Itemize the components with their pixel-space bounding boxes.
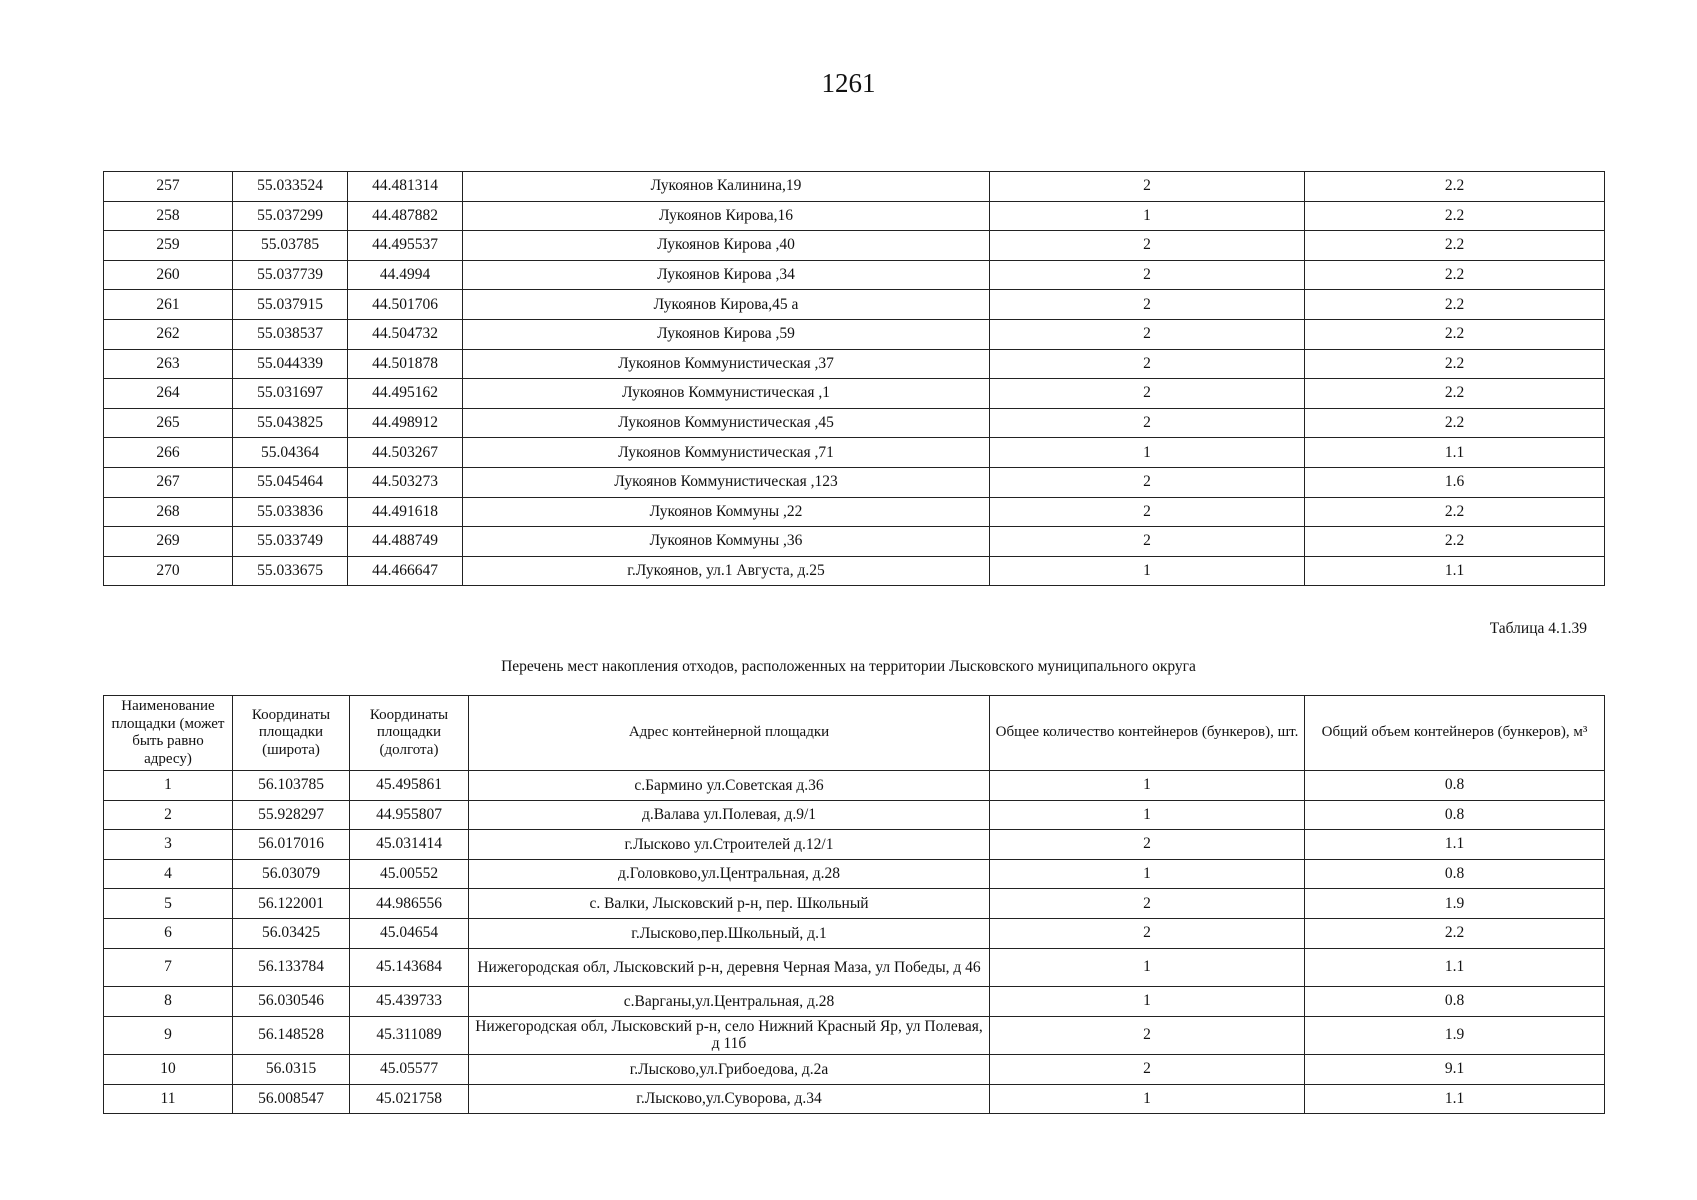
cell-latitude: 55.044339 <box>233 349 348 379</box>
cell-latitude: 56.0315 <box>233 1055 350 1085</box>
table-row <box>104 987 1605 1017</box>
page-number: 1261 <box>821 68 876 98</box>
cell-container-count: 2 <box>990 497 1305 527</box>
cell-site-number: 7 <box>104 948 233 987</box>
table-row <box>104 771 1605 801</box>
cell-container-volume: 2.2 <box>1305 319 1605 349</box>
cell-container-volume: 2.2 <box>1305 918 1605 948</box>
cell-latitude: 56.03079 <box>233 859 350 889</box>
table-caption: Перечень мест накопления отходов, расположенных на территории Лысковского муниципального округа <box>501 658 1196 675</box>
table-row <box>104 290 1605 320</box>
cell-container-count: 2 <box>990 408 1305 438</box>
cell-longitude: 44.495537 <box>348 231 463 261</box>
table-row <box>104 1016 1605 1055</box>
cell-latitude: 56.017016 <box>233 830 350 860</box>
cell-latitude: 56.103785 <box>233 771 350 801</box>
header-container-count: Общее количество контейнеров (бункеров), шт. <box>990 696 1305 771</box>
header-latitude: Координаты площадки (широта) <box>233 696 350 771</box>
cell-latitude: 55.04364 <box>233 438 348 468</box>
cell-address: Лукоянов Коммуны ,22 <box>463 497 990 527</box>
cell-longitude: 45.00552 <box>350 859 469 889</box>
cell-container-count: 2 <box>990 172 1305 202</box>
cell-container-count: 1 <box>990 201 1305 231</box>
cell-longitude: 44.501706 <box>348 290 463 320</box>
table-row <box>104 349 1605 379</box>
cell-address: Нижегородская обл, Лысковский р-н, деревня Черная Маза, ул Победы, д 46 <box>469 948 990 987</box>
table-row <box>104 497 1605 527</box>
table-row <box>104 918 1605 948</box>
table-row <box>104 556 1605 586</box>
cell-address: Лукоянов Коммуны ,36 <box>463 527 990 557</box>
cell-address: г.Лукоянов, ул.1 Августа, д.25 <box>463 556 990 586</box>
cell-site-number: 10 <box>104 1055 233 1085</box>
cell-latitude: 55.037739 <box>233 260 348 290</box>
cell-container-volume: 0.8 <box>1305 800 1605 830</box>
cell-longitude: 44.466647 <box>348 556 463 586</box>
cell-site-number: 260 <box>104 260 233 290</box>
cell-container-count: 2 <box>990 1055 1305 1085</box>
cell-address: Лукоянов Кирова ,59 <box>463 319 990 349</box>
cell-site-number: 262 <box>104 319 233 349</box>
cell-container-volume: 0.8 <box>1305 771 1605 801</box>
cell-site-number: 11 <box>104 1084 233 1114</box>
cell-latitude: 55.033675 <box>233 556 348 586</box>
cell-container-volume: 2.2 <box>1305 349 1605 379</box>
cell-site-number: 266 <box>104 438 233 468</box>
cell-latitude: 56.008547 <box>233 1084 350 1114</box>
cell-container-volume: 0.8 <box>1305 987 1605 1017</box>
table-row <box>104 1055 1605 1085</box>
cell-longitude: 44.504732 <box>348 319 463 349</box>
cell-address: Нижегородская обл, Лысковский р-н, село Нижний Красный Яр, ул Полевая, д 11б <box>469 1016 990 1055</box>
cell-container-count: 2 <box>990 290 1305 320</box>
cell-container-volume: 1.6 <box>1305 467 1605 497</box>
cell-container-count: 2 <box>990 379 1305 409</box>
cell-container-volume: 1.9 <box>1305 889 1605 919</box>
table-row <box>104 467 1605 497</box>
cell-address: с.Бармино ул.Советская д.36 <box>469 771 990 801</box>
table-row <box>104 800 1605 830</box>
cell-container-volume: 2.2 <box>1305 290 1605 320</box>
cell-container-volume: 1.1 <box>1305 1084 1605 1114</box>
cell-container-volume: 2.2 <box>1305 260 1605 290</box>
cell-site-number: 258 <box>104 201 233 231</box>
cell-container-volume: 2.2 <box>1305 527 1605 557</box>
cell-latitude: 55.033749 <box>233 527 348 557</box>
cell-site-number: 267 <box>104 467 233 497</box>
cell-container-count: 2 <box>990 889 1305 919</box>
cell-longitude: 44.491618 <box>348 497 463 527</box>
cell-longitude: 45.05577 <box>350 1055 469 1085</box>
cell-site-number: 270 <box>104 556 233 586</box>
cell-address: г.Лысково,пер.Школьный, д.1 <box>469 918 990 948</box>
cell-address: Лукоянов Калинина,19 <box>463 172 990 202</box>
cell-longitude: 45.143684 <box>350 948 469 987</box>
table-row <box>104 172 1605 202</box>
cell-latitude: 56.148528 <box>233 1016 350 1055</box>
cell-container-volume: 1.1 <box>1305 438 1605 468</box>
cell-site-number: 268 <box>104 497 233 527</box>
cell-latitude: 56.133784 <box>233 948 350 987</box>
header-container-volume: Общий объем контейнеров (бункеров), м³ <box>1305 696 1605 771</box>
cell-longitude: 44.487882 <box>348 201 463 231</box>
cell-container-count: 1 <box>990 771 1305 801</box>
cell-latitude: 55.033836 <box>233 497 348 527</box>
cell-latitude: 55.03785 <box>233 231 348 261</box>
cell-site-number: 1 <box>104 771 233 801</box>
table-row <box>104 438 1605 468</box>
table-header-row <box>104 696 1605 771</box>
cell-container-count: 2 <box>990 349 1305 379</box>
cell-site-number: 6 <box>104 918 233 948</box>
cell-latitude: 55.038537 <box>233 319 348 349</box>
table-row <box>104 201 1605 231</box>
cell-container-count: 2 <box>990 527 1305 557</box>
cell-container-count: 1 <box>990 438 1305 468</box>
table-row <box>104 231 1605 261</box>
table-row <box>104 379 1605 409</box>
cell-site-number: 259 <box>104 231 233 261</box>
cell-container-volume: 1.9 <box>1305 1016 1605 1055</box>
cell-longitude: 44.955807 <box>350 800 469 830</box>
cell-container-count: 2 <box>990 319 1305 349</box>
cell-latitude: 55.031697 <box>233 379 348 409</box>
cell-site-number: 4 <box>104 859 233 889</box>
cell-latitude: 55.033524 <box>233 172 348 202</box>
cell-container-volume: 2.2 <box>1305 497 1605 527</box>
cell-container-count: 2 <box>990 231 1305 261</box>
cell-container-count: 1 <box>990 948 1305 987</box>
cell-latitude: 56.122001 <box>233 889 350 919</box>
cell-container-count: 2 <box>990 1016 1305 1055</box>
cell-longitude: 44.986556 <box>350 889 469 919</box>
cell-site-number: 3 <box>104 830 233 860</box>
cell-longitude: 45.311089 <box>350 1016 469 1055</box>
cell-site-number: 269 <box>104 527 233 557</box>
cell-site-number: 257 <box>104 172 233 202</box>
table-row <box>104 408 1605 438</box>
cell-site-number: 263 <box>104 349 233 379</box>
cell-latitude: 55.037915 <box>233 290 348 320</box>
cell-address: Лукоянов Коммунистическая ,123 <box>463 467 990 497</box>
cell-latitude: 55.043825 <box>233 408 348 438</box>
cell-container-count: 1 <box>990 556 1305 586</box>
cell-latitude: 55.045464 <box>233 467 348 497</box>
cell-latitude: 56.030546 <box>233 987 350 1017</box>
cell-longitude: 44.498912 <box>348 408 463 438</box>
cell-container-volume: 2.2 <box>1305 379 1605 409</box>
cell-longitude: 45.04654 <box>350 918 469 948</box>
cell-address: д.Валава ул.Полевая, д.9/1 <box>469 800 990 830</box>
cell-container-count: 2 <box>990 467 1305 497</box>
table-row <box>104 859 1605 889</box>
cell-site-number: 2 <box>104 800 233 830</box>
table-row <box>104 260 1605 290</box>
cell-address: с.Варганы,ул.Центральная, д.28 <box>469 987 990 1017</box>
table-lukoyanov-continued <box>103 171 1605 586</box>
cell-container-volume: 0.8 <box>1305 859 1605 889</box>
table-row <box>104 319 1605 349</box>
cell-container-count: 1 <box>990 859 1305 889</box>
table-row <box>104 830 1605 860</box>
cell-longitude: 45.031414 <box>350 830 469 860</box>
cell-container-volume: 1.1 <box>1305 948 1605 987</box>
cell-site-number: 264 <box>104 379 233 409</box>
cell-site-number: 9 <box>104 1016 233 1055</box>
cell-longitude: 44.4994 <box>348 260 463 290</box>
cell-address: Лукоянов Коммунистическая ,45 <box>463 408 990 438</box>
cell-site-number: 265 <box>104 408 233 438</box>
table-row <box>104 1084 1605 1114</box>
cell-container-volume: 2.2 <box>1305 231 1605 261</box>
cell-address: г.Лысково,ул.Суворова, д.34 <box>469 1084 990 1114</box>
cell-address: д.Головково,ул.Центральная, д.28 <box>469 859 990 889</box>
cell-longitude: 44.503273 <box>348 467 463 497</box>
cell-address: г.Лысково,ул.Грибоедова, д.2а <box>469 1055 990 1085</box>
header-site-name: Наименование площадки (может быть равно адресу) <box>104 696 233 771</box>
cell-longitude: 44.495162 <box>348 379 463 409</box>
cell-longitude: 44.503267 <box>348 438 463 468</box>
cell-longitude: 44.488749 <box>348 527 463 557</box>
cell-container-volume: 2.2 <box>1305 172 1605 202</box>
cell-address: г.Лысково ул.Строителей д.12/1 <box>469 830 990 860</box>
cell-address: Лукоянов Кирова,16 <box>463 201 990 231</box>
cell-container-volume: 1.1 <box>1305 556 1605 586</box>
cell-address: Лукоянов Коммунистическая ,1 <box>463 379 990 409</box>
cell-address: Лукоянов Коммунистическая ,37 <box>463 349 990 379</box>
cell-container-count: 1 <box>990 800 1305 830</box>
cell-container-count: 2 <box>990 260 1305 290</box>
cell-container-volume: 2.2 <box>1305 201 1605 231</box>
table-number-label: Таблица 4.1.39 <box>1489 620 1587 637</box>
cell-longitude: 45.495861 <box>350 771 469 801</box>
cell-address: Лукоянов Кирова ,40 <box>463 231 990 261</box>
table-row <box>104 948 1605 987</box>
cell-latitude: 56.03425 <box>233 918 350 948</box>
cell-address: Лукоянов Коммунистическая ,71 <box>463 438 990 468</box>
table-row <box>104 889 1605 919</box>
cell-container-count: 1 <box>990 1084 1305 1114</box>
cell-longitude: 44.501878 <box>348 349 463 379</box>
cell-container-volume: 9.1 <box>1305 1055 1605 1085</box>
header-address: Адрес контейнерной площадки <box>469 696 990 771</box>
cell-site-number: 5 <box>104 889 233 919</box>
cell-address: Лукоянов Кирова,45 а <box>463 290 990 320</box>
cell-container-volume: 1.1 <box>1305 830 1605 860</box>
cell-address: Лукоянов Кирова ,34 <box>463 260 990 290</box>
cell-address: с. Валки, Лысковский р-н, пер. Школьный <box>469 889 990 919</box>
cell-longitude: 45.439733 <box>350 987 469 1017</box>
cell-container-count: 1 <box>990 987 1305 1017</box>
cell-container-volume: 2.2 <box>1305 408 1605 438</box>
cell-latitude: 55.928297 <box>233 800 350 830</box>
cell-container-count: 2 <box>990 918 1305 948</box>
cell-site-number: 261 <box>104 290 233 320</box>
table-lyskovo-waste-sites <box>103 695 1605 1114</box>
cell-site-number: 8 <box>104 987 233 1017</box>
table-row <box>104 527 1605 557</box>
cell-longitude: 44.481314 <box>348 172 463 202</box>
cell-longitude: 45.021758 <box>350 1084 469 1114</box>
cell-latitude: 55.037299 <box>233 201 348 231</box>
header-longitude: Координаты площадки (долгота) <box>350 696 469 771</box>
cell-container-count: 2 <box>990 830 1305 860</box>
